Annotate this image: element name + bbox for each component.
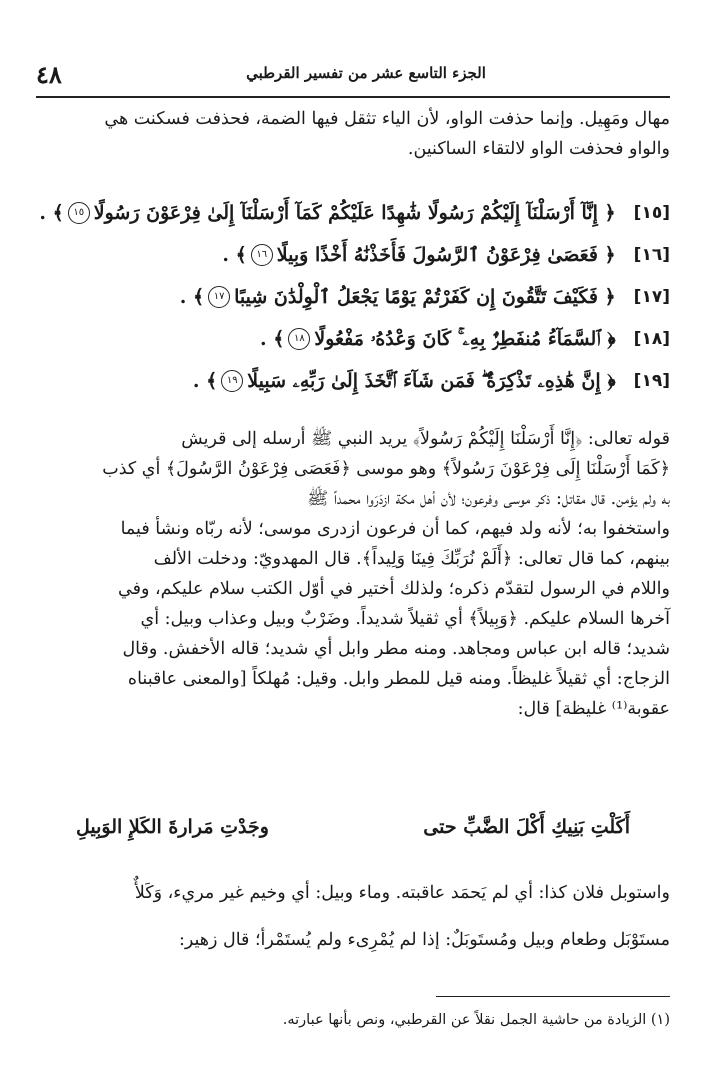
text-line: بينهم، كما قال تعالى: ﴿أَلَمْ نُرَبِّكَ فِينَا وَلِيداً﴾. قال المهدويّ: ودخلت الألف <box>153 549 670 569</box>
page-number: ٤٨ <box>36 60 62 89</box>
verse-number: [١٨] <box>633 329 670 349</box>
verse-number: [١٩] <box>633 371 670 391</box>
verse-close: ﴾ . <box>39 202 64 224</box>
text-line: واستوبل فلان كذا: أي لم يَحمَد عاقبته. وماء وبيل: أي وخيم غير مريء، وَكَلأٌ <box>134 882 670 903</box>
verse-text: ﴿ فَكَيْفَ تَتَّقُونَ إِن كَفَرْتُمْ يَوْمًا يَجْعَلُ ٱلْوِلْدَٰنَ شِيبًا <box>234 286 616 308</box>
text-line: والواو فحذفت الواو لالتقاء الساكنين. <box>407 139 670 159</box>
verse-number: [١٥] <box>633 203 670 223</box>
verse-number: [١٧] <box>633 287 670 307</box>
verse-close: ﴾ . <box>259 328 285 350</box>
after-poem-paragraph <box>36 860 670 973</box>
page-header <box>36 60 672 94</box>
verse-text: ﴿ إِنَّ هَٰذِهِۦ تَذْكِرَةٌ ۖ فَمَن شَآءَ ٱتَّخَذَ إِلَىٰ رَبِّهِۦ سَبِيلًا <box>247 370 616 392</box>
verse-17 <box>36 276 670 318</box>
commentary-paragraph <box>36 424 670 724</box>
ayah-end-marker: ١٥ <box>68 202 90 224</box>
verse-16 <box>36 234 670 276</box>
ayah-end-marker: ١٩ <box>221 370 243 392</box>
footnote-rule <box>436 996 670 997</box>
verse-text: ﴿ إِنَّآ أَرْسَلْنَآ إِلَيْكُمْ رَسُولًا شَٰهِدًا عَلَيْكُمْ كَمَآ أَرْسَلْنَآ إِلَىٰ فِرْعَوْنَ رَسُولًا <box>93 202 616 224</box>
verses-block <box>36 192 670 402</box>
ayah-end-marker: ١٦ <box>251 244 273 266</box>
poem-first-hemistich: أَكَلْتِ بَنِيكِ أَكْلَ الضَّبِّ حتى <box>423 816 630 838</box>
intro-paragraph <box>36 104 670 164</box>
poem-second-hemistich: وجَدْتِ مَرارةَ الكَلإِ الوَبِيلِ <box>76 816 269 838</box>
verse-18 <box>36 318 670 360</box>
verse-close: ﴾ . <box>222 244 247 266</box>
verse-text: ﴿ فَعَصَىٰ فِرْعَوْنُ ٱلرَّسُولَ فَأَخَذْنَٰهُ أَخْذًا وَبِيلًا <box>276 244 616 266</box>
text-line: به ولم يؤمن. قال مقاتل: ذكر موسى وفرعون؛ لأن أهل مكة ازدَرَوا محمداً ﷺ <box>307 489 670 509</box>
text-line: مهال ومَهِيل. وإنما حذفت الواو، لأن الياء تثقل فيها الضمة، فحذفت فسكنت هي <box>104 109 670 129</box>
footnote: (١) الزيادة من حاشية الجمل نقلاً عن القرطبي، ونص بأنها عبارته. <box>282 1012 670 1028</box>
ayah-end-marker: ١٨ <box>288 328 310 350</box>
text-line: شديد؛ قاله ابن عباس ومجاهد. ومنه مطر وابل أي شديد؛ قاله الأخفش. وقال <box>122 639 670 659</box>
verse-text: ﴿ ٱلسَّمَآءُ مُنفَطِرٌۢ بِهِۦ ۚ كَانَ وَعْدُهُۥ مَفْعُولًا <box>314 328 616 350</box>
text-line: عقوبة⁽¹⁾ غليظة] قال: <box>517 699 670 719</box>
running-title: الجزء التاسع عشر من تفسير القرطبي <box>246 64 486 82</box>
text-line: الزجاج: أي ثقيلاً غليظاً. ومنه قيل للمطر وابل. وقيل: مُهلكاً [والمعنى عاقبناه <box>127 669 670 689</box>
ayah-end-marker: ١٧ <box>208 286 230 308</box>
text-line: واستخفوا به؛ لأنه ولد فيهم، كما أن فرعون ازدرى موسى؛ لأنه ربّاه ونشأ فيما <box>120 519 670 539</box>
verse-15 <box>36 192 670 234</box>
verse-close: ﴾ . <box>192 370 218 392</box>
verse-close: ﴾ . <box>179 286 205 308</box>
header-rule <box>36 96 670 98</box>
text-line: قوله تعالى: ﴿إِنَّا أَرْسَلْنَا إِلَيْكُمْ رَسُولاً﴾ يريد النبي ﷺ أرسله إلى قريش <box>181 429 670 449</box>
text-line: مستَوْبَل وطعام وبيل ومُستَوبَلٌ: إذا لم يُمْرِىء ولم يُستَمْرأ؛ قال زهير: <box>178 930 670 950</box>
text-line: آخرها السلام عليكم. ﴿وَبِيلاً﴾ أي ثقيلاً شديداً. وضَرْبٌ وبيل وعذاب وبيل: أي <box>140 609 670 629</box>
verse-19 <box>36 360 670 402</box>
poem-verse <box>36 816 670 852</box>
text-line: ﴿كَمَا أَرْسَلْنَا إِلَى فِرْعَوْنَ رَسُولاً﴾ وهو موسى ﴿فَعَصَى فِرْعَوْنُ الرَّسُولَ﴾ أي كذب <box>102 459 670 479</box>
verse-number: [١٦] <box>633 245 670 265</box>
text-line: واللام في الرسول لتقدّم ذكره؛ ولذلك أختير في أوّل الكتب سلام عليكم، وفي <box>118 579 670 599</box>
